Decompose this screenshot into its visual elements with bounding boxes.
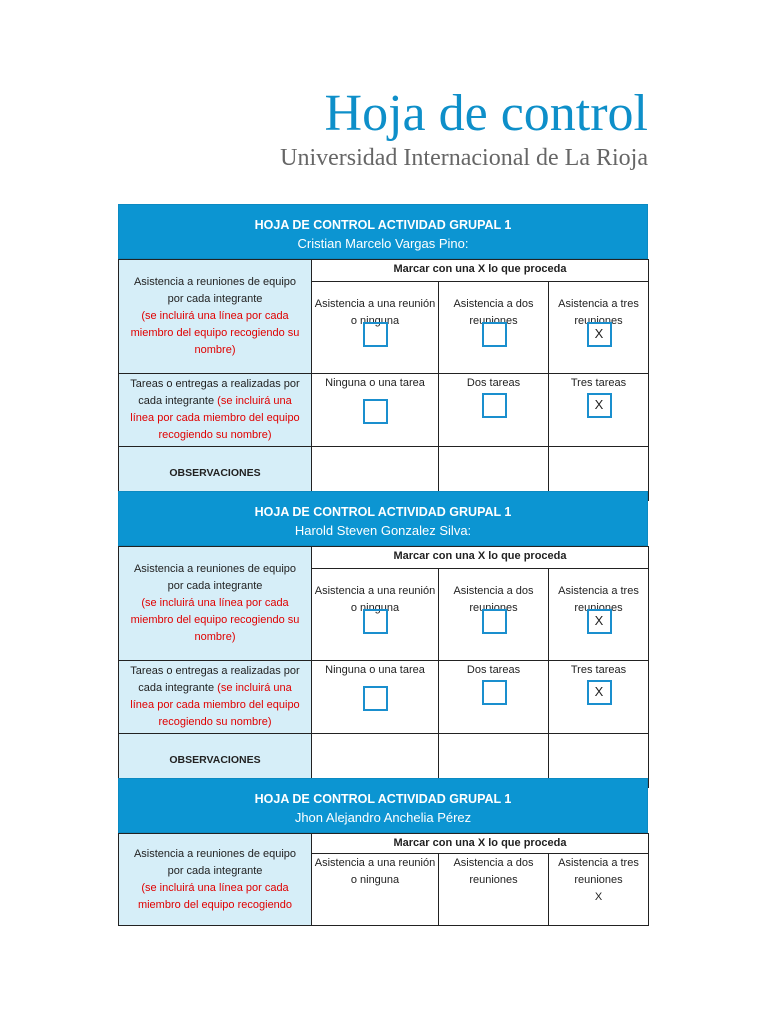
asistencia-option-3 [549,854,649,926]
asistencia-label-cell [119,834,312,926]
option-label: Ninguna o una tarea [325,664,425,676]
tareas-option-3 [549,661,649,734]
asistencia-checkbox-1[interactable] [363,322,388,347]
tareas-checkbox-2[interactable] [482,393,507,418]
asistencia-label: Asistencia a reuniones de equipo por cada integrante [133,848,297,877]
member-name: Harold Steven Gonzalez Silva: [294,523,472,538]
tareas-label-cell [119,374,312,447]
marcar-header: Marcar con una X lo que proceda [312,547,649,569]
option-label: Asistencia a dos reuniones [453,857,534,886]
member-name: Cristian Marcelo Vargas Pino: [297,236,469,251]
asistencia-option-1 [312,854,439,926]
control-table [118,546,649,788]
block-title: HOJA DE CONTROL ACTIVIDAD GRUPAL 1 [254,792,512,806]
tareas-option-2 [439,661,549,734]
option-label: Ninguna o una tarea [325,377,425,389]
asistencia-note: (se incluirá una línea por cada miembro del equipo recogiendo su nombre) [130,310,300,356]
asistencia-checkbox-3[interactable]: X [587,609,612,634]
option-label: Asistencia a dos reuniones [453,584,534,614]
asistencia-label-cell [119,260,312,374]
marcar-header: Marcar con una X lo que proceda [312,834,649,854]
asistencia-option-3 [549,568,649,660]
block-title: HOJA DE CONTROL ACTIVIDAD GRUPAL 1 [254,218,512,232]
asistencia-option-2 [439,281,549,373]
block-header [118,204,648,259]
tareas-option-3 [549,374,649,447]
observaciones-label: OBSERVACIONES [119,734,312,788]
block-title: HOJA DE CONTROL ACTIVIDAD GRUPAL 1 [254,505,512,519]
asistencia-note: (se incluirá una línea por cada miembro del equipo recogiendo [137,882,293,911]
option-label: Dos tareas [466,664,521,676]
tareas-option-1 [312,374,439,447]
asistencia-option-2 [439,568,549,660]
option-label: Asistencia a una reunión o ninguna [314,297,436,327]
tareas-note: (se incluirá una línea por cada miembro del equipo recogiendo su nombre) [130,395,300,441]
tareas-checkbox-1[interactable] [363,399,388,424]
option-label: Asistencia a tres reuniones [558,297,639,327]
control-sheet-block-2 [118,491,648,788]
control-table [118,259,649,501]
observaciones-label: OBSERVACIONES [119,447,312,501]
option-label: Asistencia a tres reuniones [558,857,639,886]
control-sheet-block-1 [118,204,648,501]
block-header [118,778,648,833]
tareas-option-2 [439,374,549,447]
tareas-checkbox-3[interactable]: X [587,393,612,418]
tareas-checkbox-1[interactable] [363,686,388,711]
control-sheet-block-3 [118,778,648,926]
tareas-label: Tareas o entregas a realizadas por cada integrante [130,378,300,407]
option-label: Dos tareas [466,377,521,389]
option-label: Tres tareas [570,664,627,676]
asistencia-label: Asistencia a reuniones de equipo por cada integrante [133,563,297,592]
tareas-label-cell [119,661,312,734]
asistencia-label-cell [119,547,312,661]
asistencia-option-1 [312,281,439,373]
page-title: Hoja de control [324,85,648,142]
asistencia-option-3 [549,281,649,373]
option-label: Asistencia a dos reuniones [453,297,534,327]
asistencia-label: Asistencia a reuniones de equipo por cada integrante [133,276,297,305]
tareas-label: Tareas o entregas a realizadas por cada integrante [130,665,300,694]
asistencia-checkbox-2[interactable] [482,322,507,347]
asistencia-option-1 [312,568,439,660]
asistencia-checkbox-3[interactable]: X [587,322,612,347]
page-subtitle: Universidad Internacional de La Rioja [280,145,648,171]
tareas-note: (se incluirá una línea por cada miembro del equipo recogiendo su nombre) [130,682,300,728]
tareas-checkbox-3[interactable]: X [587,680,612,705]
option-label: Asistencia a tres reuniones [558,584,639,614]
control-table [118,833,649,926]
marcar-header: Marcar con una X lo que proceda [312,260,649,282]
option-label: Tres tareas [570,377,627,389]
asistencia-checkbox-1[interactable] [363,609,388,634]
block-header [118,491,648,546]
tareas-checkbox-2[interactable] [482,680,507,705]
option-label: Asistencia a una reunión o ninguna [314,584,436,614]
tareas-option-1 [312,661,439,734]
asistencia-option-2 [439,854,549,926]
member-name: Jhon Alejandro Anchelia Pérez [294,810,472,825]
option-label: Asistencia a una reunión o ninguna [314,857,436,886]
asistencia-checkbox-2[interactable] [482,609,507,634]
asistencia-note: (se incluirá una línea por cada miembro del equipo recogiendo su nombre) [130,597,300,643]
asistencia-x-mark: X [594,891,603,903]
